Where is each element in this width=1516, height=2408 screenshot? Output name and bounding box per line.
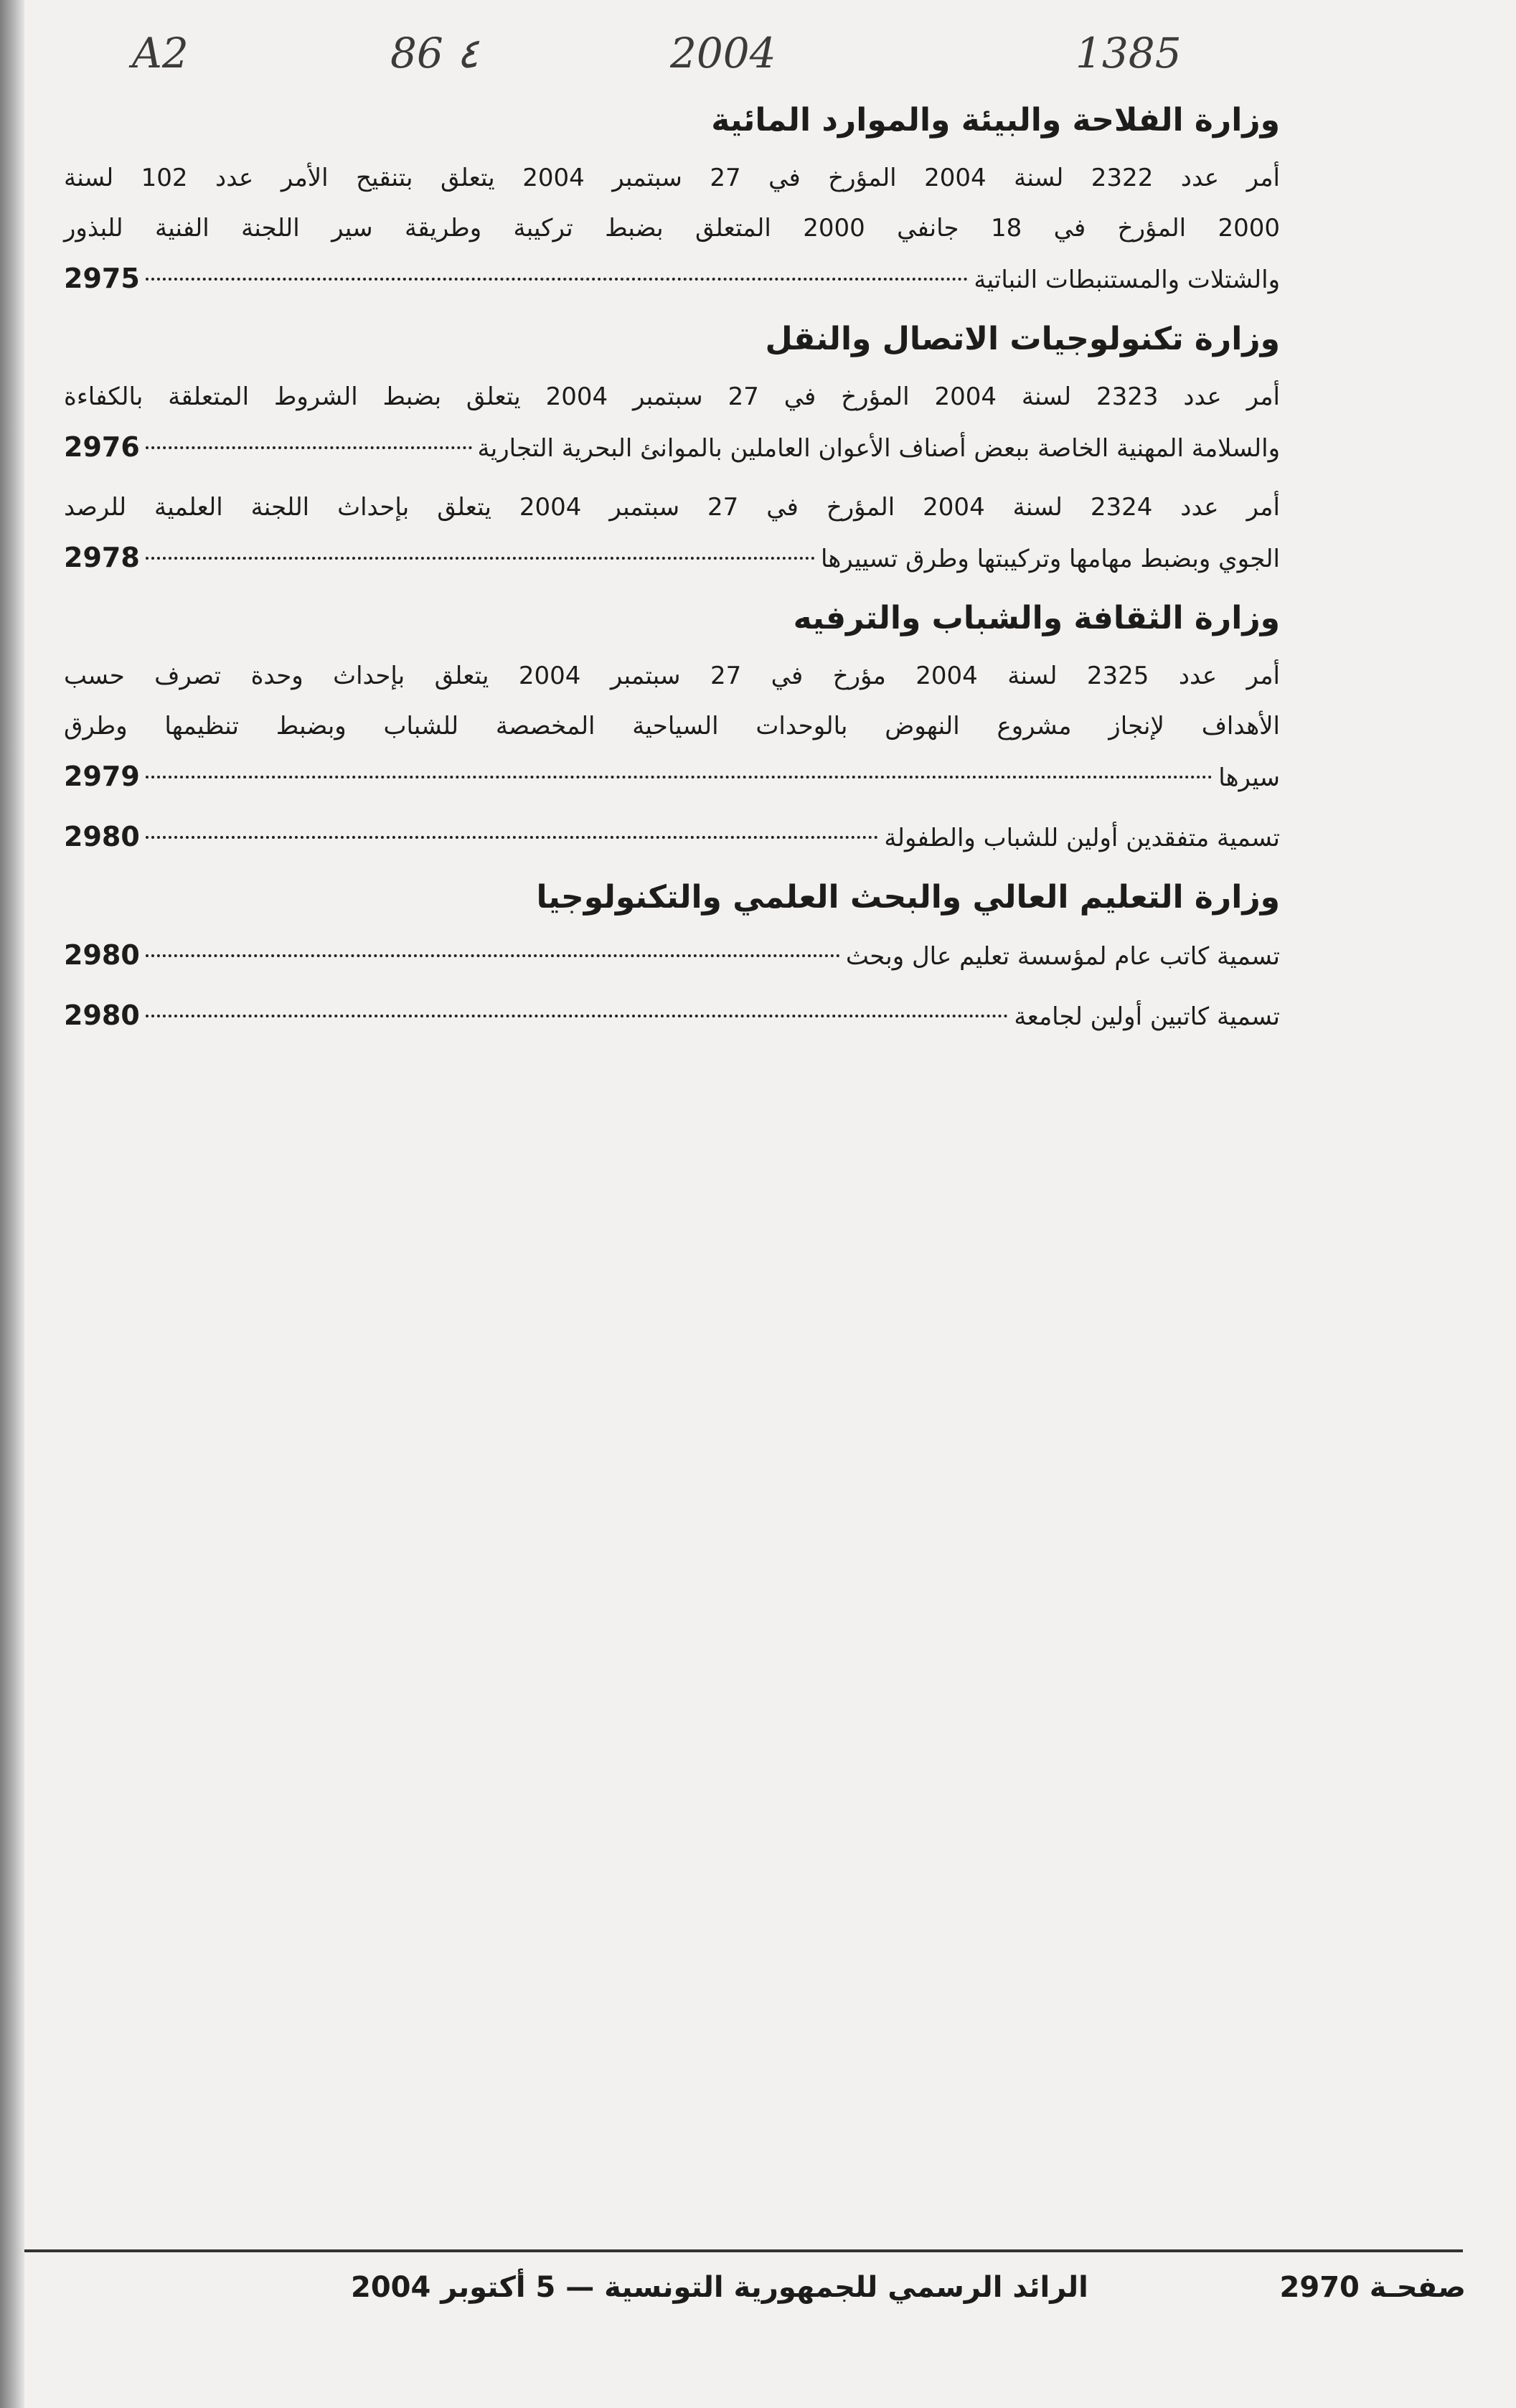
- entry-text: الجوي وبضبط مهامها وتركيبتها وطرق تسييرها: [821, 545, 1280, 573]
- entry-text: سيرها: [1218, 763, 1280, 792]
- entry-last-line: [64, 812, 1280, 863]
- table-of-contents: [64, 86, 1280, 1050]
- toc-entry: [64, 372, 1280, 474]
- dot-leader: [146, 1015, 1009, 1017]
- handwritten-note-c: 2004: [670, 29, 776, 77]
- page-number: 2980: [64, 1000, 140, 1031]
- entry-text: تسمية متفقدين أولين للشباب والطفولة: [884, 824, 1280, 852]
- dot-leader: [146, 776, 1213, 779]
- document-page: [24, 0, 1516, 2408]
- page-number: 2980: [64, 821, 140, 852]
- footer-journal-title: الرائد الرسمي للجمهورية التونسية — 5 أكتوبر 2004: [351, 2271, 1088, 2304]
- handwritten-note-d: 1385: [1075, 29, 1182, 77]
- toc-entry: [64, 990, 1280, 1042]
- entry-text: والشتلات والمستنبطات النباتية: [974, 265, 1280, 294]
- handwritten-note-a: A2: [132, 29, 189, 77]
- dot-leader: [146, 836, 879, 839]
- scan-edge-shadow: [0, 0, 24, 2408]
- toc-section-communication: [64, 321, 1280, 584]
- entry-line: الأهداف لإنجاز مشروع النهوض بالوحدات السياحية المخصصة للشباب وبضبط تنظيمها وطرق: [64, 712, 1280, 740]
- footer-page-label: صفحـة 2970: [1279, 2271, 1466, 2304]
- section-heading: وزارة التعليم العالي والبحث العلمي والتكنولوجيا: [536, 879, 1280, 916]
- toc-section-culture: [64, 600, 1280, 863]
- entry-text: تسمية كاتبين أولين لجامعة: [1014, 1002, 1280, 1031]
- entry-last-line: [64, 751, 1280, 803]
- section-heading: وزارة الثقافة والشباب والترفيه: [793, 600, 1280, 636]
- dot-leader: [146, 278, 969, 281]
- dot-leader: [146, 446, 472, 449]
- entry-last-line: [64, 532, 1280, 584]
- entry-line: أمر عدد 2324 لسنة 2004 المؤرخ في 27 سبتمبر 2004 يتعلق بإحداث اللجنة العلمية للرصد: [64, 493, 1280, 522]
- handwritten-note-b: 86 ٤: [390, 29, 479, 77]
- entry-line: أمر عدد 2322 لسنة 2004 المؤرخ في 27 سبتمبر 2004 يتعلق بتنقيح الأمر عدد 102 لسنة: [64, 164, 1280, 192]
- toc-entry: [64, 651, 1280, 803]
- dot-leader: [146, 557, 815, 560]
- dot-leader: [146, 954, 840, 957]
- entry-line: أمر عدد 2323 لسنة 2004 المؤرخ في 27 سبتمبر 2004 يتعلق بضبط الشروط المتعلقة بالكفاءة: [64, 382, 1280, 411]
- toc-section-agriculture: [64, 102, 1280, 305]
- entry-text: والسلامة المهنية الخاصة ببعض أصناف الأعوان العاملين بالموانئ البحرية التجارية: [477, 434, 1280, 463]
- toc-entry: [64, 482, 1280, 584]
- page-number: 2975: [64, 263, 140, 294]
- page-number: 2976: [64, 431, 140, 463]
- toc-entry: [64, 930, 1280, 982]
- footer-divider: [24, 2249, 1463, 2252]
- toc-entry: [64, 153, 1280, 305]
- entry-last-line: [64, 422, 1280, 474]
- entry-line: أمر عدد 2325 لسنة 2004 مؤرخ في 27 سبتمبر 2004 يتعلق بإحداث وحدة تصرف حسب: [64, 662, 1280, 690]
- page-number: 2980: [64, 939, 140, 971]
- entry-last-line: [64, 990, 1280, 1042]
- toc-section-higher-education: [64, 879, 1280, 1042]
- entry-last-line: [64, 253, 1280, 305]
- section-heading: وزارة الفلاحة والبيئة والموارد المائية: [711, 102, 1280, 138]
- toc-entry: [64, 812, 1280, 863]
- page-number: 2978: [64, 542, 140, 573]
- entry-text: تسمية كاتب عام لمؤسسة تعليم عال وبحث: [845, 942, 1280, 971]
- page-number: 2979: [64, 761, 140, 792]
- entry-line: 2000 المؤرخ في 18 جانفي 2000 المتعلق بضبط تركيبة وطريقة سير اللجنة الفنية للبذور: [64, 214, 1280, 243]
- section-heading: وزارة تكنولوجيات الاتصال والنقل: [765, 321, 1280, 357]
- entry-last-line: [64, 930, 1280, 982]
